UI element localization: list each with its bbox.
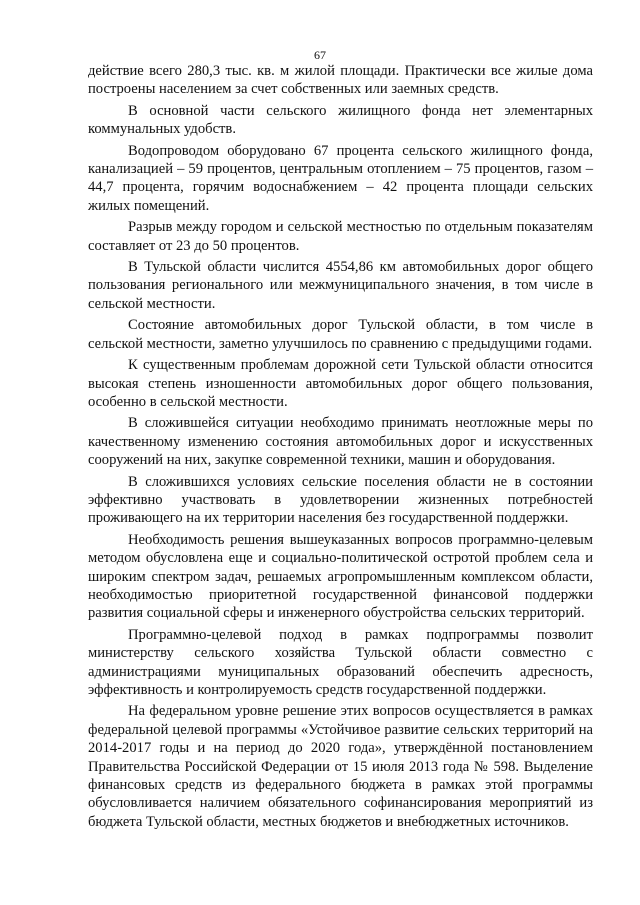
paragraph-10: Необходимость решения вышеуказанных вопросов программно-целевым методом обусловлена еще и социально-политической остротой проблем села и широким спектром задач, решаемых агропромышленным комплексом области, необходимостью приоритетной государственной финансовой поддержки развития социальной сферы и инженерного обустройства сельских территорий. [88, 531, 593, 622]
paragraph-8: В сложившейся ситуации необходимо принимать неотложные меры по качественному изменению состояния автомобильных дорог и искусственных сооружений на них, закупке современной техники, машин и оборудования. [88, 415, 593, 469]
paragraph-11: Программно-целевой подход в рамках подпрограммы позволит министерству сельского хозяйства Тульской области совместно с администрациями муниципальных образований обеспечить адресность, эффективность и контролируемость средств государственной поддержки. [88, 626, 593, 698]
paragraph-3: Водопроводом оборудовано 67 процента сельского жилищного фонда, канализацией – 59 процентов, центральным отоплением – 75 процентов, газом – 44,7 процента, горячим водоснабжением – 42 процента площади сельских жилых помещений. [88, 142, 593, 214]
paragraph-1: действие всего 280,3 тыс. кв. м жилой площади. Практически все жилые дома построены населением за счет собственных или заемных средств. [88, 63, 593, 98]
paragraph-2: В основной части сельского жилищного фонда нет элементарных коммунальных удобств. [88, 102, 593, 138]
page-number: 67 [314, 48, 326, 62]
paragraph-6: Состояние автомобильных дорог Тульской области, в том числе в сельской местности, заметно улучшилось по сравнению с предыдущими годами. [88, 317, 593, 352]
paragraph-4: Разрыв между городом и сельской местностью по отдельным показателям составляет от 23 до 50 процентов. [88, 219, 593, 254]
paragraph-5: В Тульской области числится 4554,86 км автомобильных дорог общего пользования регионального или межмуниципального значения, в том числе в сельской местности. [88, 259, 593, 312]
paragraph-7: К существенным проблемам дорожной сети Тульской области относится высокая степень изношенности автомобильных дорог общего пользования, особенно в сельской местности. [88, 357, 593, 410]
paragraph-12: На федеральном уровне решение этих вопросов осуществляется в рамках федеральной целевой программы «Устойчивое развитие сельских территорий на 2014-2017 годы и на период до 2020 года», утверждённой постановлением Правительства Российской Федерации от 15 июля 2013 года № 598. Выделение финансовых средств из федерального бюджета в рамках этой программы обусловливается наличием обязательного софинансирования мероприятий из бюджета Тульской области, местных бюджетов и внебюджетных источников. [88, 703, 593, 830]
paragraph-9: В сложившихся условиях сельские поселения области не в состоянии эффективно участвовать в удовлетворении жизненных потребностей проживающего на их территории населения без государственной поддержки. [88, 473, 593, 527]
body-text [88, 62, 593, 834]
